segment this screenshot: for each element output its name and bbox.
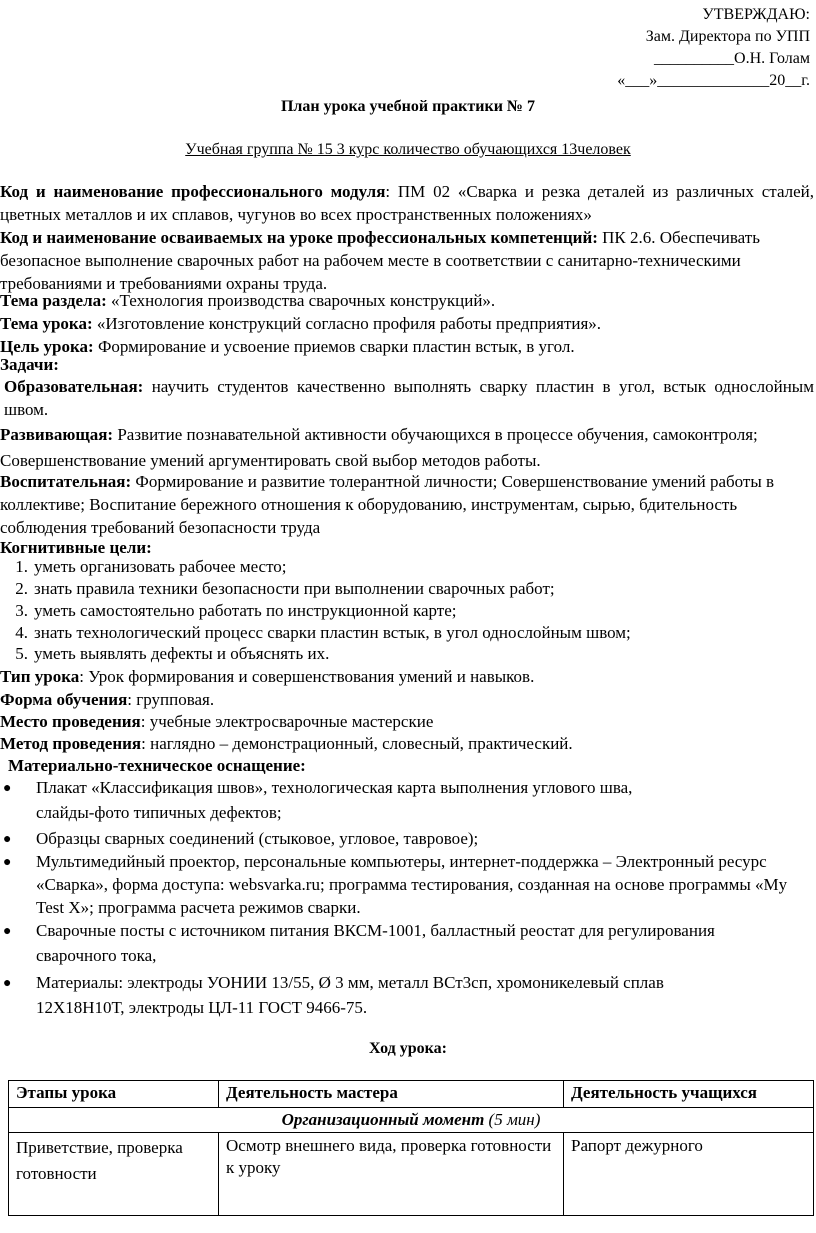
developing-text: Развитие познавательной активности обучающихся в процессе обучения, самоконтроля; Совершенствование умений аргументировать свой выбор методов работы.: [0, 425, 758, 470]
lesson-place: [0, 710, 814, 733]
lesson-place-text: : учебные электросварочные мастерские: [140, 712, 434, 731]
cognitive-item: 5. уметь выявлять дефекты и объяснять их.: [15, 644, 330, 663]
developing-task: [0, 422, 814, 474]
equipment-item: ● Сварочные посты с источником питания ВКСМ-1001, балластный реостат для регулирования сварочного тока,: [3, 921, 715, 965]
cognitive-item: 4. знать технологический процесс сварки пластин встык, в угол однослойным швом;: [15, 623, 631, 642]
equipment-item: ● Материалы: электроды УОНИИ 13/55, Ø 3 мм, металл ВСт3сп, хромоникелевый сплав 12Х18Н10Т, электроды ЦЛ-11 ГОСТ 9466-75.: [3, 973, 664, 1017]
lesson-goal-text: Формирование и усвоение приемов сварки пластин встык, в угол.: [97, 337, 575, 356]
section-title: Организационный момент: [281, 1110, 485, 1129]
table-header: Деятельность учащихся: [564, 1081, 814, 1108]
lesson-topic-label: Тема урока:: [0, 314, 97, 333]
table-header: Этапы урока: [9, 1081, 219, 1108]
section-topic-text: «Технология производства сварочных конструкций».: [111, 291, 496, 310]
section-cell: [9, 1108, 814, 1133]
learning-form-label: Форма обучения: [0, 690, 128, 709]
document-title: План урока учебной практики № 7: [280, 98, 535, 115]
cognitive-item: 1. уметь организовать рабочее место;: [15, 557, 287, 576]
module-label: Код и наименование профессионального модуля: [0, 182, 386, 201]
cognitive-label: Когнитивные цели:: [0, 538, 152, 557]
lesson-type-label: Тип урока: [0, 667, 80, 686]
competence-label: Код и наименование осваиваемых на уроке профессиональных компетенций:: [0, 228, 598, 247]
table-cell: Приветствие, проверка готовности: [9, 1133, 219, 1216]
approval-line-2: Зам. Директора по УПП: [645, 28, 810, 45]
group-line: Учебная группа № 15 3 курс количество обучающихся 13человек: [185, 141, 631, 158]
lesson-goal-label: Цель урока:: [0, 337, 98, 356]
approval-line-3: __________О.Н. Голам: [654, 50, 810, 67]
table-header-row: [9, 1081, 814, 1108]
tasks-label: Задачи:: [0, 355, 59, 374]
bullet-icon: ●: [3, 924, 12, 939]
educational-task: [4, 375, 814, 421]
upbringing-task: [0, 470, 814, 539]
cognitive-item: 2. знать правила техники безопасности при выполнении сварочных работ;: [15, 579, 555, 598]
learning-form: [0, 688, 814, 711]
module-text: : ПМ 02 «Сварка и резка деталей из различных сталей, цветных металлов и их сплавов, чугунов во всех пространственных положениях»: [0, 182, 815, 224]
table-cell: Осмотр внешнего вида, проверка готовности к уроку: [219, 1133, 564, 1216]
module-paragraph: [0, 180, 814, 226]
lesson-topic: [0, 312, 814, 335]
lesson-table: [8, 1080, 814, 1216]
lesson-type: [0, 665, 814, 688]
lesson-method-label: Метод проведения: [0, 734, 142, 753]
lesson-type-text: : Урок формирования и совершенствования умений и навыков.: [79, 667, 535, 686]
lesson-method: [0, 732, 814, 755]
lesson-topic-text: «Изготовление конструкций согласно профиля работы предприятия».: [96, 314, 602, 333]
cognitive-item: 3. уметь самостоятельно работать по инструкционной карте;: [15, 601, 457, 620]
lesson-place-label: Место проведения: [0, 712, 141, 731]
equipment-item: ● Плакат «Классификация швов», технологическая карта выполнения углового шва, слайды-фото типичных дефектов;: [3, 778, 633, 822]
learning-form-text: : групповая.: [127, 690, 215, 709]
equipment-item: ● Мультимедийный проектор, персональные компьютеры, интернет-поддержка – Электронный ресурс «Сварка», форма доступа: websvarka.ru; программа тестирования, созданная на основе программы «My Test X»; программа расчета режимов сварки.: [3, 852, 788, 917]
table-header: Деятельность мастера: [219, 1081, 564, 1108]
bullet-icon: ●: [3, 855, 12, 870]
course-title: Ход урока:: [369, 1040, 447, 1057]
equipment-label: Материально-техническое оснащение:: [8, 756, 306, 775]
table-row: [9, 1133, 814, 1216]
educational-text: научить студентов качественно выполнять сварку пластин в угол, встык однослойным швом.: [4, 377, 814, 419]
upbringing-label: Воспитательная:: [0, 472, 132, 491]
educational-label: Образовательная:: [4, 377, 144, 396]
approval-line-4: «___»______________20__г.: [617, 72, 810, 89]
upbringing-text: Формирование и развитие толерантной личности; Совершенствование умений работы в коллективе; Воспитание бережного отношения к оборудованию, инструментам, сырью, бдительность соблюдения требований безопасности труда: [0, 472, 775, 537]
section-duration: (5 мин): [484, 1110, 541, 1129]
table-section-row: [9, 1108, 814, 1133]
section-topic: [0, 289, 814, 312]
competence-paragraph: [0, 226, 814, 295]
approval-line-1: УТВЕРЖДАЮ:: [702, 6, 810, 23]
bullet-icon: ●: [3, 781, 12, 796]
section-topic-label: Тема раздела:: [0, 291, 112, 310]
bullet-icon: ●: [3, 832, 12, 847]
table-cell: Рапорт дежурного: [564, 1133, 814, 1216]
developing-label: Развивающая:: [0, 425, 114, 444]
lesson-method-text: : наглядно – демонстрационный, словесный, практический.: [141, 734, 573, 753]
competence-text: ПК 2.6. Обеспечивать безопасное выполнение сварочных работ на рабочем месте в соответствии с санитарно-техническими требованиями и требованиями охраны труда.: [0, 228, 760, 293]
equipment-item: ● Образцы сварных соединений (стыковое, угловое, тавровое);: [0, 827, 814, 850]
bullet-icon: ●: [3, 976, 12, 991]
